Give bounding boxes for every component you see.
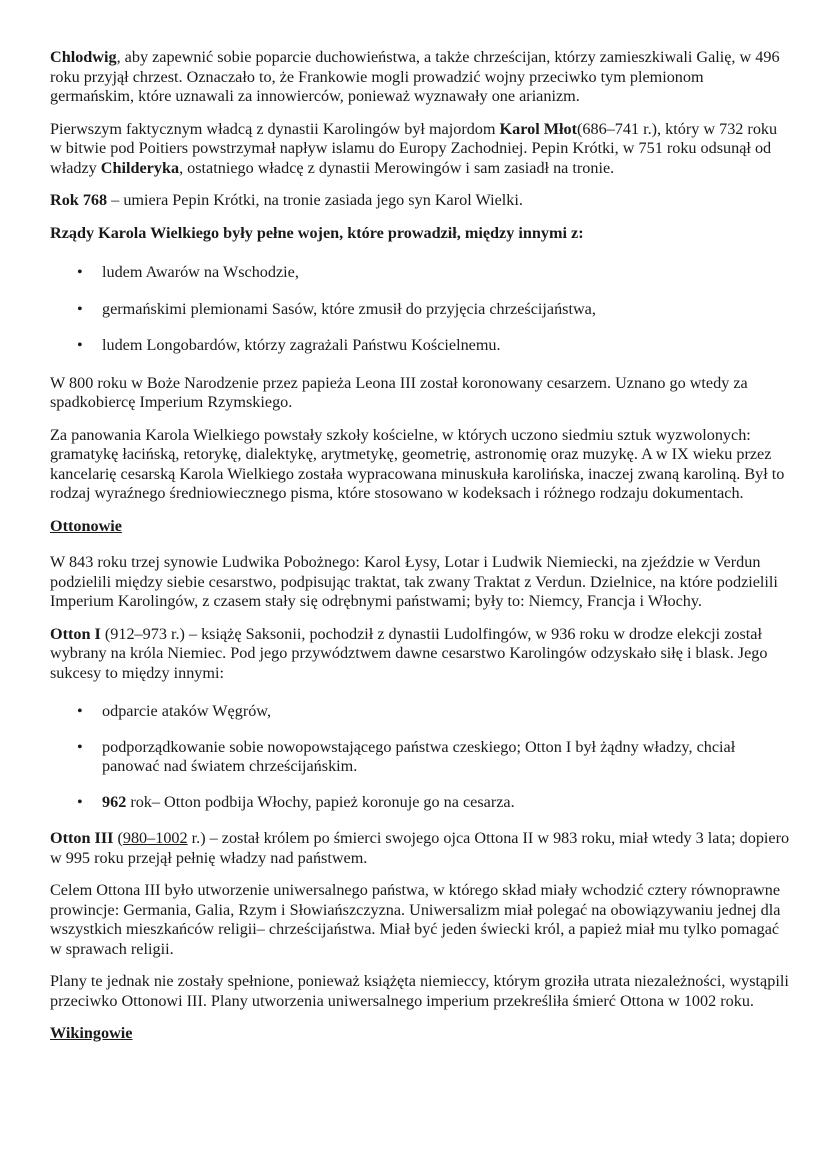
paragraph-text: – umiera Pepin Krótki, na tronie zasiada jego syn Karol Wielki. — [107, 191, 523, 209]
bullet-icon: • — [77, 336, 83, 354]
section-heading-ottonowie: Ottonowie — [50, 516, 122, 535]
section-heading-wikingowie: Wikingowie — [50, 1024, 133, 1042]
bold-term: Karol Młot — [499, 119, 578, 138]
underlined-years: 980–1002 — [122, 829, 188, 847]
bold-term: Chlodwig — [50, 48, 117, 66]
list-item: • 962 rok– Otton podbija Włochy, papież koronuje go na cesarza. — [77, 792, 515, 811]
bold-term: Rok 768 — [50, 191, 108, 209]
bold-sentence: Rządy Karola Wielkiego były pełne wojen, które prowadził, między innymi z: — [50, 223, 584, 242]
bold-term: 962 — [102, 792, 127, 811]
bold-term: Otton III — [50, 829, 114, 847]
bullet-icon: • — [77, 792, 83, 811]
bold-term: Otton I — [50, 624, 101, 643]
paragraph-text: (686–741 r.), który w 732 roku w bitwie pod Poitiers powstrzymał napływ islamu do Europy Zachodniej. Pepin Krótki, w 751 roku odsunął od władzy — [50, 119, 778, 177]
paragraph-text: , ostatniego władcę z dynastii Merowingów i sam zasiadł na tronie. — [179, 158, 615, 177]
paragraph-szkoly: Za panowania Karola Wielkiego powstały szkoły kościelne, w których uczono siedmiu sztuk wyzwolonych: gramatykę łacińską, retorykę, dialektykę, arytmetykę, geometrię, astronomię oraz muzykę. A w IX wieku przez kancelarię cesarską Karola Wielkiego została wypracowana minuskuła karolińska, inaczej zwaną karoliną. Był to rodzaj wyraźnego średniowiecznego pisma, które stosowano w kodeksach i różnego rodzaju dokumentach. — [50, 425, 785, 502]
list-item: • germańskimi plemionami Sasów, które zmusił do przyjęcia chrześcijaństwa, — [77, 299, 596, 318]
bullet-icon: • — [77, 263, 83, 281]
paragraph-text: Pierwszym faktycznym władcą z dynastii Karolingów był majordom — [50, 119, 500, 138]
paragraph-verdun: W 843 roku trzej synowie Ludwika Pobożnego: Karol Łysy, Lotar i Ludwik Niemiecki, na zjeździe w Verdun podzielili między siebie cesarstwo, podpisując traktat, tak zwany Traktat z Verdun. Dzielnice, na które podzielili Imperium Karolingów, z czasem stały się odrębnymi państwami; były to: Niemcy, Francja i Włochy. — [50, 553, 778, 610]
document-page — [50, 48, 790, 1061]
successes-list — [50, 702, 790, 812]
paragraph-text: (912–973 r.) – książę Saksonii, pochodził z dynastii Ludolfingów, w 936 roku w drodze elekcji został wybrany na króla Niemiec. Pod jego przywództwem dawne cesarstwo Karolingów odzyskało siłę i blask. Jego sukcesy to między innymi: — [50, 624, 768, 682]
paragraph-rok-768 — [50, 191, 790, 211]
paragraph-uniwersalizm: Celem Ottona III było utworzenie uniwersalnego państwa, w którego skład miały wchodzić cztery równoprawne prowincje: Germania, Galia, Rzym i Słowiańszczyzna. Uniwersalizm miał polegać na obowiązywaniu jednej dla wszystkich mieszkańców religii– chrześcijaństwa. Miał być jeden świecki król, a papież miał mu tylko pomagać w sprawach religii. — [50, 881, 781, 958]
paragraph-chlodwig — [50, 48, 790, 107]
bullet-icon: • — [77, 737, 83, 756]
bold-term: Childeryka — [100, 158, 180, 177]
paragraph-plany: Plany te jednak nie zostały spełnione, ponieważ książęta niemieccy, którym groziła utrata niezależności, wystąpili przeciwko Ottonowi III. Plany utworzenia uniwersalnego imperium przekreśliła śmierć Ottona w 1002 roku. — [50, 972, 789, 1010]
paragraph-otton-i — [50, 625, 790, 684]
paragraph-wojny-heading — [50, 224, 790, 244]
list-item: • ludem Awarów na Wschodzie, — [77, 263, 299, 281]
list-item: • ludem Longobardów, którzy zagrażali Państwu Kościelnemu. — [77, 336, 501, 354]
bullet-icon: • — [77, 299, 83, 318]
paragraph-otton-iii: Otton III (980–1002 r.) – został królem po śmierci swojego ojca Ottona II w 983 roku, miał wtedy 3 lata; dopiero w 995 roku przejął pełnię władzy nad państwem. — [50, 829, 790, 867]
bullet-icon: • — [77, 702, 83, 720]
list-item: • odparcie ataków Węgrów, — [77, 702, 271, 720]
list-item: • podporządkowanie sobie nowopowstającego państwa czeskiego; Otton I był żądny władzy, chciał panować nad światem chrześcijańskim. — [77, 737, 736, 775]
paragraph-text: , aby zapewnić sobie poparcie duchowieństwa, a także chrześcijan, którzy zamieszkiwali Galię, w 496 roku przyjął chrzest. Oznaczało to, że Frankowie mogli prowadzić wojny przeciwko tym plemionom germańskim, które uznawali za innowierców, ponieważ wyznawały one arianizm. — [50, 48, 780, 105]
paragraph-karolingowie — [50, 120, 790, 179]
paragraph-koronacja: W 800 roku w Boże Narodzenie przez papieża Leona III został koronowany cesarzem. Uznano go wtedy za spadkobiercę Imperium Rzymskiego. — [50, 373, 748, 411]
wars-list — [50, 263, 790, 356]
